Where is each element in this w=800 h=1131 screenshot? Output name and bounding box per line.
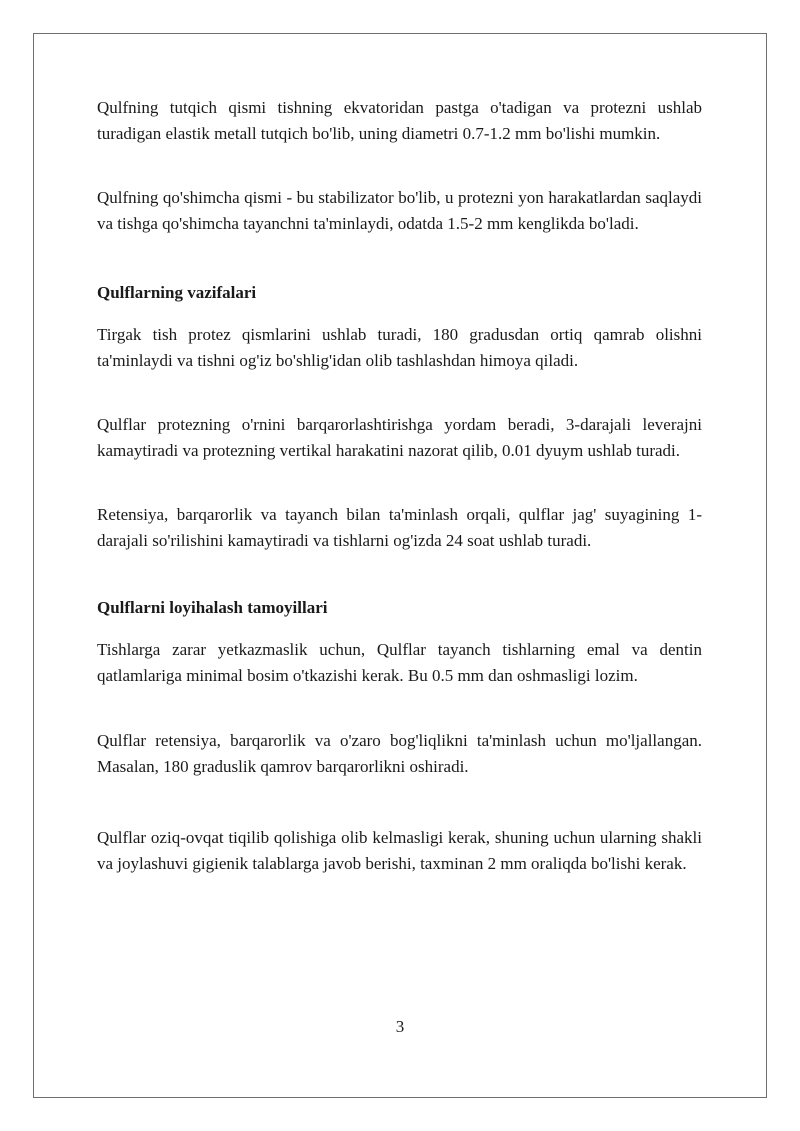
paragraph-function-support: Retensiya, barqarorlik va tayanch bilan ta'minlash orqali, qulflar jag' suyagining 1-darajali so'rilishini kamaytiradi va tishlarni og'izda 24 soat ushlab turadi. — [97, 505, 702, 550]
paragraph-function-retention: Tirgak tish protez qismlarini ushlab turadi, 180 gradusdan ortiq qamrab olishni ta'minlaydi va tishni og'iz bo'shlig'idan olib tashlashdan himoya qiladi. — [97, 325, 702, 370]
heading-clasp-functions: Qulflarning vazifalari — [97, 283, 257, 302]
paragraph-clasp-arm: Qulfning tutqich qismi tishning ekvatoridan pastga o'tadigan va protezni ushlab turadigan elastik metall tutqich bo'lib, uning diametri 0.7-1.2 mm bo'lishi mumkin. — [97, 98, 702, 143]
document-body — [97, 95, 702, 876]
paragraph-clasp-stabilizer: Qulfning qo'shimcha qismi - bu stabilizator bo'lib, u protezni yon harakatlardan saqlaydi va tishga qo'shimcha tayanchni ta'minlaydi, odatda 1.5-2 mm kenglikda bo'ladi. — [97, 188, 702, 233]
paragraph-principle-hygiene: Qulflar oziq-ovqat tiqilib qolishiga olib kelmasligi kerak, shuning uchun ularning shakli va joylashuvi gigienik talablarga javob berishi, taxminan 2 mm oraliqda bo'lishi kerak. — [97, 828, 702, 873]
heading-design-principles: Qulflarni loyihalash tamoyillari — [97, 598, 328, 617]
paragraph-function-stability: Qulflar protezning o'rnini barqarorlashtirishga yordam beradi, 3-darajali leverajni kamaytiradi va protezning vertikal harakatini nazorat qilib, 0.01 dyuym ushlab turadi. — [97, 415, 702, 460]
page-number: 3 — [395, 1017, 405, 1036]
paragraph-principle-pressure: Tishlarga zarar yetkazmaslik uchun, Qulflar tayanch tishlarning emal va dentin qatlamlariga minimal bosim o'tkazishi kerak. Bu 0.5 mm dan oshmasligi lozim. — [97, 640, 702, 685]
paragraph-principle-stability: Qulflar retensiya, barqarorlik va o'zaro bog'liqlikni ta'minlash uchun mo'ljallangan. Masalan, 180 graduslik qamrov barqarorlikni oshiradi. — [97, 731, 702, 776]
